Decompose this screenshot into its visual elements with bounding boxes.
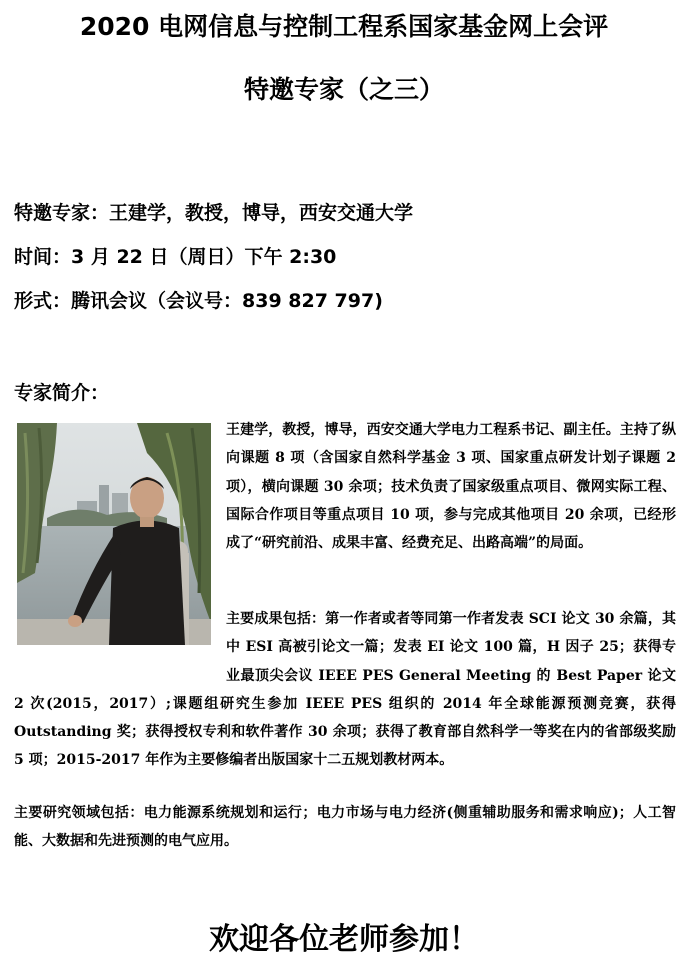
closing-message: 欢迎各位老师参加！	[209, 922, 479, 957]
photo-wrap-space	[14, 605, 226, 662]
intro-paragraph-2-block	[14, 605, 676, 775]
intro-paragraph-2: 主要成果包括：第一作者或者等同第一作者发表 SCI 论文 30 余篇，其中 ESI 高被引论文一篇；发表 EI 论文 100 篇，H 因子 25；获得专业最顶尖会议 IEEE PES General Meeting 的 Best Paper 论文 2 次(2015，2017）;课题组研究生参加 IEEE PES 组织的 2014 年全球能源预测竞赛，获得 Outstanding 奖；获得授权专利和软件著作 30 余项；获得了教育部自然科学一等奖在内的省部级奖励 5 项；2015-2017 年作为主要修编者出版国家十二五规划教材两本。	[14, 611, 676, 769]
intro-paragraph-1: 王建学，教授，博导，西安交通大学电力工程系书记、副主任。主持了纵向课题 8 项（含国家自然科学基金 3 项、国家重点研发计划子课题 2 项），横向课题 30 余项；技术负责了国家级重点项目、微网实际工程、国际合作项目等重点项目 10 项，参与完成其他项目 20 余项，已经形成了“研究前沿、成果丰富、经费充足、出路高端”的局面。	[226, 422, 676, 552]
meeting-time: 时间：3 月 22 日（周日）下午 2:30	[14, 246, 337, 268]
intro-heading: 专家简介：	[14, 382, 110, 404]
intro-paragraph-3: 主要研究领域包括：电力能源系统规划和运行；电力市场与电力经济(侧重辅助服务和需求响应)；人工智能、大数据和先进预测的电气应用。	[14, 805, 676, 850]
meeting-format: 形式：腾讯会议（会议号：839 827 797)	[14, 290, 383, 312]
page-subtitle: 特邀专家（之三）	[243, 75, 444, 104]
page-title: 2020 电网信息与控制工程系国家基金网上会评	[79, 12, 609, 41]
expert-info: 特邀专家：王建学，教授，博导，西安交通大学	[14, 202, 414, 224]
